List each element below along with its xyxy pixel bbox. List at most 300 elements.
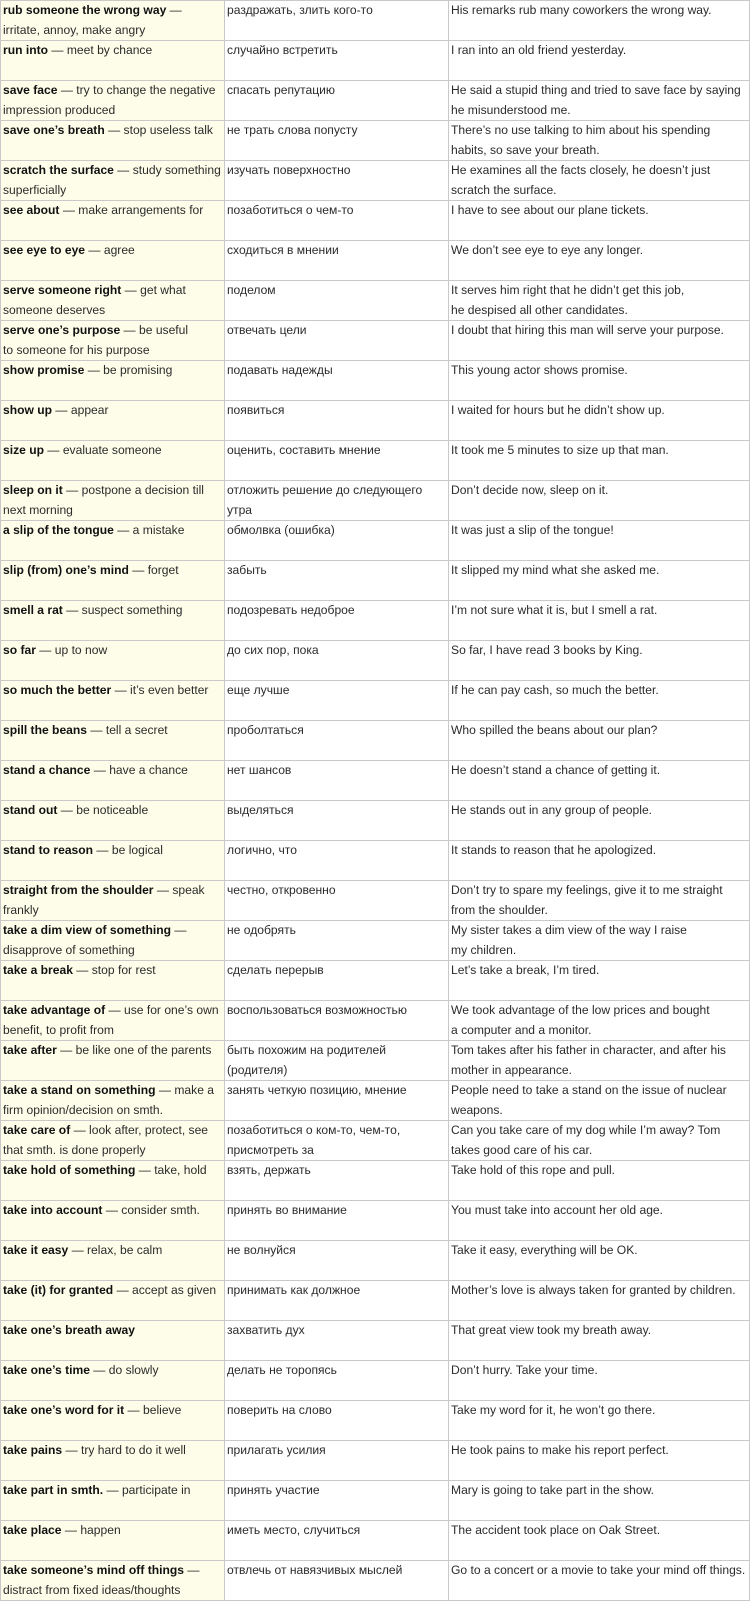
example-cell: [449, 1041, 750, 1081]
definition-text: — irritate, annoy, make angry: [3, 3, 182, 37]
example-text: He said a stupid thing and tried to save face by saying he misunderstood me.: [451, 83, 741, 117]
phrase-cell: [1, 1161, 225, 1201]
definition-text: — it’s even better: [111, 683, 209, 697]
example-cell: [449, 1321, 750, 1361]
example-text: The accident took place on Oak Street.: [451, 1523, 661, 1537]
example-cell: [449, 761, 750, 801]
phrase-text: take place: [3, 1523, 62, 1537]
definition-text: — accept as given: [113, 1283, 217, 1297]
phrase-cell: [1, 281, 225, 321]
translation-cell: [225, 1041, 449, 1081]
example-text: So far, I have read 3 books by King.: [451, 643, 643, 657]
table-row: [1, 1241, 750, 1281]
example-text: I have to see about our plane tickets.: [451, 203, 649, 217]
phrase-cell: [1, 681, 225, 721]
table-row: [1, 1201, 750, 1241]
phrase-cell: [1, 321, 225, 361]
definition-text: — use for one’s own benefit, to profit from: [3, 1003, 219, 1037]
example-cell: [449, 561, 750, 601]
table-row: [1, 641, 750, 681]
translation-text: раздражать, злить кого-то: [227, 3, 373, 17]
example-cell: [449, 1161, 750, 1201]
example-cell: [449, 1361, 750, 1401]
translation-text: случайно встретить: [227, 43, 338, 57]
phrase-cell: [1, 121, 225, 161]
phrase-text: rub someone the wrong way: [3, 3, 167, 17]
translation-text: не трать слова попусту: [227, 123, 358, 137]
example-cell: [449, 1281, 750, 1321]
phrase-text: run into: [3, 43, 49, 57]
translation-text: позаботиться о ком-то, чем-то, присмотреть за: [227, 1123, 401, 1157]
phrase-cell: [1, 761, 225, 801]
translation-cell: [225, 81, 449, 121]
translation-cell: [225, 1481, 449, 1521]
example-text: He examines all the facts closely, he doesn’t just scratch the surface.: [451, 163, 711, 197]
table-row: [1, 801, 750, 841]
phrase-text: slip (from) one’s mind: [3, 563, 129, 577]
translation-text: подозревать недоброе: [227, 603, 355, 617]
phrase-text: take a dim view of something: [3, 923, 172, 937]
definition-text: — be promising: [84, 363, 173, 377]
table-row: [1, 361, 750, 401]
table-row: [1, 1561, 750, 1601]
translation-cell: [225, 401, 449, 441]
example-cell: [449, 161, 750, 201]
table-row: [1, 1521, 750, 1561]
example-text: We took advantage of the low prices and bought a computer and a monitor.: [451, 1003, 710, 1037]
phrase-text: straight from the shoulder: [3, 883, 154, 897]
translation-text: взять, держать: [227, 1163, 311, 1177]
definition-text: — study something superficially: [3, 163, 221, 197]
phrase-text: take after: [3, 1043, 57, 1057]
translation-cell: [225, 721, 449, 761]
table-row: [1, 1401, 750, 1441]
example-cell: [449, 921, 750, 961]
table-row: [1, 721, 750, 761]
definition-text: — speak frankly: [3, 883, 205, 917]
translation-cell: [225, 241, 449, 281]
translation-text: отложить решение до следующего утра: [227, 483, 423, 517]
phrase-text: take a break: [3, 963, 73, 977]
definition-text: — evaluate someone: [44, 443, 162, 457]
example-cell: [449, 1081, 750, 1121]
example-text: Don’t decide now, sleep on it.: [451, 483, 609, 497]
example-cell: [449, 1521, 750, 1561]
example-text: It was just a slip of the tongue!: [451, 523, 614, 537]
translation-text: отвлечь от навязчивых мыслей: [227, 1563, 403, 1577]
example-text: Mary is going to take part in the show.: [451, 1483, 655, 1497]
translation-cell: [225, 1441, 449, 1481]
translation-cell: [225, 601, 449, 641]
example-text: My sister takes a dim view of the way I raise my children.: [451, 923, 687, 957]
translation-cell: [225, 961, 449, 1001]
translation-cell: [225, 521, 449, 561]
example-text: Tom takes after his father in character, and after his mother in appearance.: [451, 1043, 726, 1077]
translation-cell: [225, 1081, 449, 1121]
table-row: [1, 961, 750, 1001]
definition-text: — be noticeable: [57, 803, 149, 817]
table-row: [1, 881, 750, 921]
table-row: [1, 1481, 750, 1521]
translation-cell: [225, 1201, 449, 1241]
table-row: [1, 1041, 750, 1081]
translation-text: честно, откровенно: [227, 883, 336, 897]
definition-text: — be logical: [93, 843, 163, 857]
phrase-cell: [1, 1081, 225, 1121]
phrase-cell: [1, 441, 225, 481]
example-text: Go to a concert or a movie to take your mind off things.: [451, 1563, 746, 1577]
example-text: He took pains to make his report perfect.: [451, 1443, 669, 1457]
translation-text: спасать репутацию: [227, 83, 335, 97]
phrase-text: take care of: [3, 1123, 71, 1137]
phrase-cell: [1, 41, 225, 81]
definition-text: — get what someone deserves: [3, 283, 186, 317]
translation-text: иметь место, случиться: [227, 1523, 361, 1537]
phrase-cell: [1, 1361, 225, 1401]
translation-text: еще лучше: [227, 683, 290, 697]
example-cell: [449, 521, 750, 561]
table-row: [1, 1081, 750, 1121]
phrase-text: spill the beans: [3, 723, 88, 737]
table-row: [1, 921, 750, 961]
example-text: Don’t try to spare my feelings, give it to me straight from the shoulder.: [451, 883, 723, 917]
example-text: Let’s take a break, I’m tired.: [451, 963, 600, 977]
example-cell: [449, 1121, 750, 1161]
table-row: [1, 1361, 750, 1401]
example-text: You must take into account her old age.: [451, 1203, 664, 1217]
definition-text: — a mistake: [113, 523, 185, 537]
phrase-text: save one’s breath: [3, 123, 105, 137]
translation-text: появиться: [227, 403, 285, 417]
phrase-text: smell a rat: [3, 603, 63, 617]
example-cell: [449, 121, 750, 161]
table-row: [1, 521, 750, 561]
phrase-text: take one’s time: [3, 1363, 90, 1377]
table-row: [1, 401, 750, 441]
translation-cell: [225, 361, 449, 401]
table-row: [1, 1121, 750, 1161]
example-cell: [449, 641, 750, 681]
phrase-cell: [1, 881, 225, 921]
phrase-text: serve someone right: [3, 283, 122, 297]
phrase-cell: [1, 641, 225, 681]
translation-text: подавать надежды: [227, 363, 333, 377]
phrase-cell: [1, 1441, 225, 1481]
phrase-cell: [1, 81, 225, 121]
example-cell: [449, 1241, 750, 1281]
phrase-text: show up: [3, 403, 53, 417]
translation-cell: [225, 161, 449, 201]
example-cell: [449, 81, 750, 121]
example-text: He doesn’t stand a chance of getting it.: [451, 763, 661, 777]
phrase-cell: [1, 841, 225, 881]
example-text: I doubt that hiring this man will serve your purpose.: [451, 323, 724, 337]
translation-text: выделяться: [227, 803, 294, 817]
phrase-text: stand out: [3, 803, 58, 817]
example-text: It stands to reason that he apologized.: [451, 843, 657, 857]
example-cell: [449, 1401, 750, 1441]
translation-cell: [225, 201, 449, 241]
definition-text: — forget: [128, 563, 179, 577]
example-text: It slipped my mind what she asked me.: [451, 563, 660, 577]
phrase-text: take (it) for granted: [3, 1283, 114, 1297]
example-cell: [449, 801, 750, 841]
phrase-text: take hold of something: [3, 1163, 136, 1177]
phrase-text: see eye to eye: [3, 243, 86, 257]
table-row: [1, 601, 750, 641]
example-text: Can you take care of my dog while I’m away? Tom takes good care of his car.: [451, 1123, 721, 1157]
translation-cell: [225, 1321, 449, 1361]
example-cell: [449, 401, 750, 441]
translation-text: сделать перерыв: [227, 963, 324, 977]
definition-text: — try to change the negative impression produced: [3, 83, 216, 117]
translation-text: принять во внимание: [227, 1203, 347, 1217]
translation-text: позаботиться о чем-то: [227, 203, 354, 217]
phrase-cell: [1, 1201, 225, 1241]
translation-cell: [225, 121, 449, 161]
phrase-text: take a stand on something: [3, 1083, 156, 1097]
translation-text: проболтаться: [227, 723, 304, 737]
translation-cell: [225, 281, 449, 321]
phrase-cell: [1, 1001, 225, 1041]
table-row: [1, 1321, 750, 1361]
translation-cell: [225, 1001, 449, 1041]
phrase-text: size up: [3, 443, 44, 457]
translation-text: до сих пор, пока: [227, 643, 319, 657]
table-row: [1, 561, 750, 601]
phrase-cell: [1, 1, 225, 41]
example-cell: [449, 881, 750, 921]
example-cell: [449, 361, 750, 401]
definition-text: — disapprove of something: [3, 923, 187, 957]
translation-text: захватить дух: [227, 1323, 305, 1337]
phrase-text: sleep on it: [3, 483, 63, 497]
idioms-table-body: [1, 1, 750, 1601]
translation-cell: [225, 1361, 449, 1401]
table-row: [1, 161, 750, 201]
translation-cell: [225, 41, 449, 81]
example-cell: [449, 961, 750, 1001]
phrase-cell: [1, 601, 225, 641]
example-cell: [449, 721, 750, 761]
table-row: [1, 121, 750, 161]
example-cell: [449, 41, 750, 81]
phrase-text: take advantage of: [3, 1003, 106, 1017]
phrase-cell: [1, 161, 225, 201]
phrase-cell: [1, 921, 225, 961]
phrase-text: so far: [3, 643, 36, 657]
definition-text: — believe: [124, 1403, 182, 1417]
example-text: Who spilled the beans about our plan?: [451, 723, 658, 737]
translation-text: принимать как должное: [227, 1283, 361, 1297]
example-text: There’s no use talking to him about his spending habits, so save your breath.: [451, 123, 711, 157]
example-text: I waited for hours but he didn’t show up.: [451, 403, 665, 417]
example-cell: [449, 1561, 750, 1601]
phrase-cell: [1, 801, 225, 841]
example-cell: [449, 321, 750, 361]
translation-cell: [225, 921, 449, 961]
example-cell: [449, 481, 750, 521]
translation-cell: [225, 801, 449, 841]
example-text: He stands out in any group of people.: [451, 803, 653, 817]
table-row: [1, 841, 750, 881]
phrase-cell: [1, 1561, 225, 1601]
translation-text: делать не торопясь: [227, 1363, 337, 1377]
translation-text: отвечать цели: [227, 323, 307, 337]
example-cell: [449, 1441, 750, 1481]
translation-cell: [225, 1401, 449, 1441]
example-cell: [449, 1, 750, 41]
example-text: Don’t hurry. Take your time.: [451, 1363, 598, 1377]
phrase-cell: [1, 961, 225, 1001]
table-row: [1, 281, 750, 321]
example-cell: [449, 281, 750, 321]
table-row: [1, 81, 750, 121]
translation-text: нет шансов: [227, 763, 292, 777]
definition-text: — distract from fixed ideas/thoughts: [3, 1563, 200, 1597]
translation-text: не волнуйся: [227, 1243, 296, 1257]
definition-text: — happen: [61, 1523, 121, 1537]
phrase-text: take pains: [3, 1443, 63, 1457]
example-text: His remarks rub many coworkers the wrong way.: [451, 3, 712, 17]
translation-text: принять участие: [227, 1483, 320, 1497]
definition-text: — tell a secret: [87, 723, 168, 737]
phrase-text: stand a chance: [3, 763, 91, 777]
example-cell: [449, 441, 750, 481]
example-text: We don’t see eye to eye any longer.: [451, 243, 644, 257]
definition-text: — stop for rest: [72, 963, 156, 977]
translation-cell: [225, 761, 449, 801]
translation-cell: [225, 321, 449, 361]
definition-text: — look after, protect, see that smth. is done properly: [3, 1123, 209, 1157]
translation-cell: [225, 1281, 449, 1321]
example-cell: [449, 681, 750, 721]
example-text: Take hold of this rope and pull.: [451, 1163, 616, 1177]
translation-cell: [225, 1161, 449, 1201]
translation-cell: [225, 481, 449, 521]
phrase-cell: [1, 201, 225, 241]
table-row: [1, 1441, 750, 1481]
example-cell: [449, 1201, 750, 1241]
phrase-cell: [1, 721, 225, 761]
phrase-text: take one’s word for it: [3, 1403, 125, 1417]
phrase-text: scratch the surface: [3, 163, 114, 177]
translation-cell: [225, 681, 449, 721]
definition-text: — agree: [85, 243, 135, 257]
phrase-text: show promise: [3, 363, 85, 377]
example-cell: [449, 1001, 750, 1041]
phrase-text: save face: [3, 83, 58, 97]
translation-text: занять четкую позицию, мнение: [227, 1083, 407, 1097]
definition-text: — appear: [52, 403, 109, 417]
table-row: [1, 1001, 750, 1041]
phrase-cell: [1, 1481, 225, 1521]
translation-cell: [225, 1, 449, 41]
translation-text: логично, что: [227, 843, 297, 857]
phrase-cell: [1, 401, 225, 441]
translation-text: обмолвка (ошибка): [227, 523, 335, 537]
table-row: [1, 441, 750, 481]
phrase-cell: [1, 241, 225, 281]
translation-cell: [225, 561, 449, 601]
example-text: Take it easy, everything will be OK.: [451, 1243, 638, 1257]
definition-text: — make a firm opinion/decision on smth.: [3, 1083, 215, 1117]
phrase-cell: [1, 1321, 225, 1361]
translation-cell: [225, 841, 449, 881]
definition-text: — postpone a decision till next morning: [3, 483, 204, 517]
translation-text: прилагать усилия: [227, 1443, 326, 1457]
phrase-cell: [1, 1121, 225, 1161]
phrase-text: take part in smth.: [3, 1483, 104, 1497]
translation-cell: [225, 1561, 449, 1601]
definition-text: — consider smth.: [102, 1203, 200, 1217]
phrase-text: so much the better: [3, 683, 112, 697]
translation-cell: [225, 1521, 449, 1561]
translation-text: забыть: [227, 563, 267, 577]
phrase-text: take one’s breath away: [3, 1323, 135, 1337]
example-cell: [449, 841, 750, 881]
phrase-text: take it easy: [3, 1243, 69, 1257]
definition-text: — be like one of the parents: [56, 1043, 212, 1057]
table-row: [1, 41, 750, 81]
example-text: It serves him right that he didn’t get this job, he despised all other candidates.: [451, 283, 685, 317]
definition-text: — have a chance: [90, 763, 188, 777]
example-cell: [449, 201, 750, 241]
table-row: [1, 681, 750, 721]
definition-text: — up to now: [35, 643, 108, 657]
phrase-text: take into account: [3, 1203, 103, 1217]
translation-text: изучать поверхностно: [227, 163, 351, 177]
definition-text: — relax, be calm: [68, 1243, 163, 1257]
definition-text: — make arrangements for: [59, 203, 204, 217]
definition-text: — be useful to someone for his purpose: [3, 323, 189, 357]
example-text: I’m not sure what it is, but I smell a rat.: [451, 603, 658, 617]
phrase-cell: [1, 481, 225, 521]
translation-text: воспользоваться возможностью: [227, 1003, 407, 1017]
translation-text: сходиться в мнении: [227, 243, 339, 257]
translation-text: быть похожим на родителей (родителя): [227, 1043, 387, 1077]
example-text: People need to take a stand on the issue of nuclear weapons.: [451, 1083, 727, 1117]
example-text: That great view took my breath away.: [451, 1323, 652, 1337]
translation-text: поделом: [227, 283, 276, 297]
translation-cell: [225, 441, 449, 481]
table-row: [1, 241, 750, 281]
phrase-text: stand to reason: [3, 843, 94, 857]
example-text: Mother’s love is always taken for granted by children.: [451, 1283, 736, 1297]
phrase-cell: [1, 1401, 225, 1441]
example-text: Take my word for it, he won’t go there.: [451, 1403, 656, 1417]
translation-text: оценить, составить мнение: [227, 443, 381, 457]
phrase-text: serve one’s purpose: [3, 323, 121, 337]
phrase-text: see about: [3, 203, 60, 217]
example-cell: [449, 1481, 750, 1521]
example-text: I ran into an old friend yesterday.: [451, 43, 627, 57]
translation-cell: [225, 1121, 449, 1161]
translation-text: поверить на слово: [227, 1403, 332, 1417]
definition-text: — meet by chance: [48, 43, 153, 57]
example-cell: [449, 601, 750, 641]
definition-text: — try hard to do it well: [62, 1443, 186, 1457]
example-text: If he can pay cash, so much the better.: [451, 683, 659, 697]
example-cell: [449, 241, 750, 281]
definition-text: — do slowly: [89, 1363, 159, 1377]
table-row: [1, 481, 750, 521]
definition-text: — take, hold: [135, 1163, 207, 1177]
table-row: [1, 1161, 750, 1201]
phrase-text: take someone’s mind off things: [3, 1563, 184, 1577]
phrase-cell: [1, 521, 225, 561]
translation-text: не одобрять: [227, 923, 296, 937]
